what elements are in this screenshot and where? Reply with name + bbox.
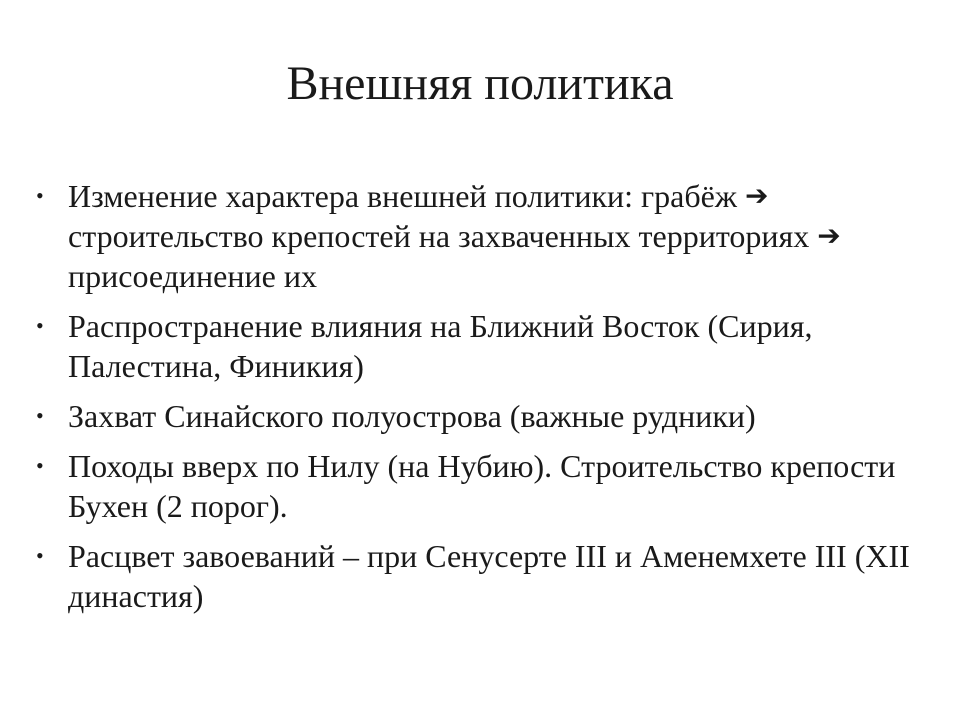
bullet-item-5 [36, 536, 916, 616]
bullet-1-text-part2: строительство крепостей на захваченных территориях [68, 218, 810, 254]
bullet-item-2 [36, 306, 916, 386]
bullet-icon: • [36, 453, 44, 478]
bullet-list [36, 176, 916, 626]
bullet-icon: • [36, 403, 44, 428]
bullet-item-3 [36, 396, 916, 436]
bullet-icon: • [36, 543, 44, 568]
bullet-3-text: Захват Синайского полуострова (важные рудники) [68, 398, 756, 434]
bullet-item-4 [36, 446, 916, 526]
slide-title: Внешняя политика [286, 57, 674, 110]
bullet-icon: • [36, 183, 44, 208]
bullet-icon: • [36, 313, 44, 338]
bullet-2-text: Распространение влияния на Ближний Восток (Сирия, Палестина, Финикия) [68, 308, 813, 384]
bullet-item-1 [36, 176, 916, 296]
arrow-right-icon: ➔ [817, 219, 841, 252]
bullet-4-text: Походы вверх по Нилу (на Нубию). Строительство крепости Бухен (2 порог). [68, 448, 896, 524]
arrow-right-icon: ➔ [744, 179, 769, 212]
bullet-1-text-part3: присоединение их [68, 258, 317, 294]
bullet-1-text-part1: Изменение характера внешней политики: грабёж [68, 178, 737, 214]
bullet-5-text: Расцвет завоеваний – при Сенусерте III и Аменемхете III (XII династия) [68, 538, 910, 614]
